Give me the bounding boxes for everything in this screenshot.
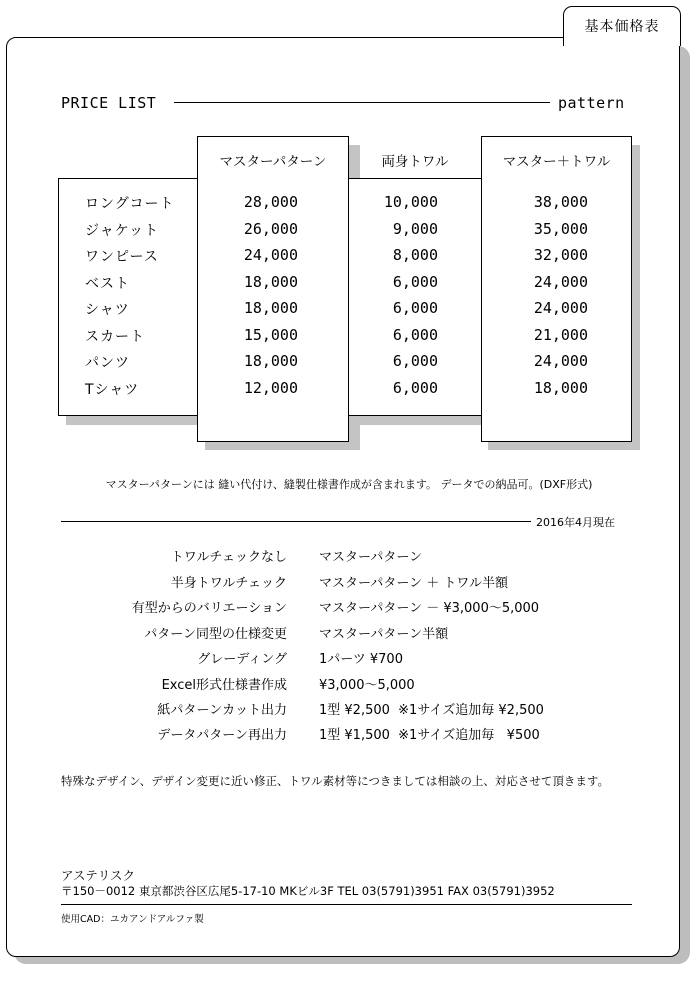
row-item: パンツ: [85, 355, 130, 371]
price-master: 18,000: [243, 273, 298, 291]
row-item: ジャケット: [85, 223, 160, 239]
header-rule: [174, 102, 550, 103]
service-price: マスターパターン: [319, 550, 423, 565]
service-price: ¥3,000～5,000: [319, 678, 415, 693]
service-label: 有型からのバリエーション: [131, 601, 287, 616]
service-price: マスターパターン ＋ トワル半額: [319, 576, 508, 591]
service-price: 1型 ¥2,500 ※1サイズ追加毎 ¥2,500: [319, 703, 544, 718]
service-label: パターン同型の仕様変更: [144, 627, 287, 642]
service-label: 半身トワルチェック: [170, 576, 287, 591]
price-combo: 24,000: [533, 299, 588, 317]
price-toile: 6,000: [392, 326, 438, 344]
price-combo: 24,000: [533, 352, 588, 370]
row-item: ワンピース: [85, 249, 159, 265]
service-label: Excel形式仕様書作成: [161, 678, 287, 693]
price-combo: 35,000: [533, 220, 588, 238]
service-price: 1パーツ ¥700: [319, 652, 403, 667]
price-toile: 6,000: [392, 299, 438, 317]
row-item: スカート: [85, 329, 145, 345]
price-combo: 18,000: [533, 379, 588, 397]
price-toile: 6,000: [392, 273, 438, 291]
service-price: 1型 ¥1,500 ※1サイズ追加毎 ¥500: [319, 728, 540, 743]
company-name: アステリスク: [61, 868, 136, 883]
cad-note: 使用CAD：ユカアンドアルファ製: [61, 914, 204, 925]
price-toile: 9,000: [392, 220, 438, 238]
date-rule: [61, 521, 531, 522]
service-label: グレーディング: [197, 652, 287, 667]
tab-basic-price-list[interactable]: 基本価格表: [563, 6, 681, 46]
price-master: 12,000: [243, 379, 298, 397]
price-toile: 6,000: [392, 379, 438, 397]
price-list-category: pattern: [558, 94, 625, 112]
price-master: 26,000: [243, 220, 298, 238]
column-header-master: マスターパターン: [219, 154, 327, 170]
price-combo: 24,000: [533, 273, 588, 291]
price-toile: 8,000: [392, 246, 438, 264]
service-label: データパターン再出力: [157, 728, 287, 743]
price-master: 28,000: [243, 193, 298, 211]
row-item: Tシャツ: [85, 382, 140, 398]
service-label: トワルチェックなし: [170, 550, 287, 565]
price-combo: 38,000: [533, 193, 588, 211]
price-list-title: PRICE LIST: [61, 94, 157, 112]
price-combo: 21,000: [533, 326, 588, 344]
table-note: マスターパターンには 縫い代付け、縫製仕様書作成が含まれます。 データでの納品可。(DXF形式): [105, 478, 593, 491]
column-header-combo: マスター＋トワル: [502, 154, 611, 170]
company-address: 〒150－0012 東京都渋谷区広尾5-17-10 MKビル3F TEL 03(5791)3951 FAX 03(5791)3952: [61, 884, 555, 898]
row-item: シャツ: [85, 302, 130, 318]
price-toile: 6,000: [392, 352, 438, 370]
footer-rule: [61, 904, 632, 905]
price-master: 18,000: [243, 352, 298, 370]
price-combo: 32,000: [533, 246, 588, 264]
date-note: 2016年4月現在: [536, 516, 615, 529]
row-item: ベスト: [85, 276, 130, 292]
price-toile: 10,000: [383, 193, 438, 211]
row-item: ロングコート: [85, 196, 175, 212]
service-price: マスターパターン － ¥3,000～5,000: [319, 601, 540, 616]
price-master: 15,000: [243, 326, 298, 344]
column-header-toile: 両身トワル: [381, 154, 449, 170]
price-master: 24,000: [243, 246, 298, 264]
service-price: マスターパターン半額: [319, 627, 449, 642]
special-note: 特殊なデザイン、デザイン変更に近い修正、トワル素材等につきましては相談の上、対応させて頂きます。: [61, 774, 609, 788]
price-master: 18,000: [243, 299, 298, 317]
service-label: 紙パターンカット出力: [157, 703, 287, 718]
